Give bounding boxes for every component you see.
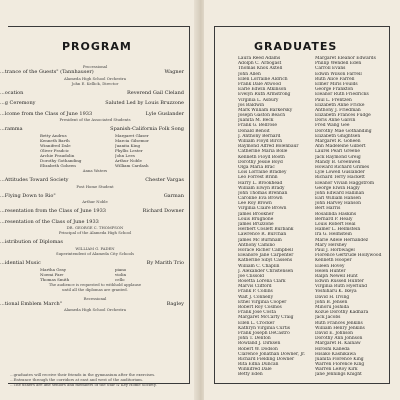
graduate-name: Joseph Gaston Beach (238, 113, 286, 119)
graduate-name: David H. Irving (315, 294, 350, 300)
graduate-name: Horace Richer Campbell (238, 247, 293, 253)
graduate-name: Elizabeth Frances Fudge (315, 113, 371, 119)
graduate-name: Raymond Alfred Bolenbaur (238, 144, 299, 150)
graduate-name: James Mc Burnham (238, 237, 282, 243)
graduate-name: Ira G. Helmstein (315, 232, 352, 238)
graduate-name: Eileen Hovey (315, 263, 345, 269)
graduate-name: Marvis Clifford (238, 284, 272, 290)
graduate-name: Bernard P. Healy (315, 216, 353, 222)
graduate-name: Earl William Hansen (315, 196, 361, 202)
graduate-name: Eleanor Vivian Haggstrom (315, 180, 375, 186)
graduate-name: Betty Eden (238, 372, 263, 378)
graduate-name: John Thomas Brennan (238, 190, 288, 196)
graduate-name: Clarence Jonathan Downer, Jr. (238, 351, 306, 357)
graduate-name: Kathryn Virginia Curtis (238, 325, 291, 331)
graduate-name: Howard Richard Grimes (315, 164, 370, 170)
graduate-name: Carroll Evans (315, 66, 346, 72)
graduate-name: J. Alexander Christensen (238, 268, 294, 274)
graduate-name: Edwin Wilson Farrell (315, 71, 362, 77)
graduates-title: GRADUATES (254, 40, 338, 53)
graduate-name: Frank Jose Costa (238, 310, 276, 316)
program-item-welcome: ...lcome from the Class of June 1933 Lyle Guslander (0, 110, 184, 117)
graduate-name: John Edward Hallinan (315, 190, 365, 196)
program-item-entrance: ...trance of the Guests" (Tannhauser) Wagner (0, 69, 184, 75)
program-footnote: ...graduates will receive their friends in the gymnasium after the exercises. ...Entrance through the corridors at east and west of the auditorium. ...The ushers are line seniors and members of the Star & Key Home Society. (10, 372, 157, 387)
graduate-name: Laura Reed Adams (238, 56, 281, 61)
program-item-presentation: ...resentation from the Class of June 1933 Richard Downer (0, 208, 184, 215)
graduate-name: Ethel Virginia Cooper (238, 299, 287, 305)
graduate-name: James Bruzzone (238, 222, 274, 227)
program-item-invocation: ...ocation Reverend Gail Cleland (0, 89, 184, 96)
graduate-name: John B. Jensen (315, 299, 348, 305)
graduate-name: Margaret Eleanor Edwards (315, 56, 376, 61)
program-list (0, 64, 190, 312)
graduate-name: John Harvey Hanson (315, 201, 361, 207)
graduate-name: Elizabeth Anne Fricke (315, 102, 365, 108)
graduate-name: Jack Jacobs (315, 315, 341, 321)
graduate-name: William C. Chaplin (238, 263, 280, 269)
graduate-name: Elizabeth Gnightsen (315, 133, 361, 139)
graduate-name: Adolph C. Arbogast (238, 61, 282, 67)
graduate-name: Warren Florence King (315, 362, 365, 368)
trio-list: Martha Gray piano Noemi Farr violin Thomas Smith cello (40, 266, 127, 282)
graduate-name: Doris Anne Galvin (315, 118, 356, 124)
graduate-name: Minoru Joshida (315, 305, 350, 310)
graduate-name: Leo Forrest Brinn (238, 175, 278, 181)
graduate-name: Paul J. Horbwagel (315, 247, 355, 253)
graduate-name: Lois Lorraine Bradley (238, 170, 287, 176)
program-item-presentation-class: ...resentation of the Class of June 1933 (0, 218, 99, 225)
processional-heading: Processional (82, 64, 108, 69)
graduate-name: Rowland J. Dirksen (238, 341, 281, 347)
graduate-name: Joe Clissold (238, 273, 264, 279)
graduate-name: Herbert Coslett Burbank (238, 227, 294, 233)
graduate-name: Ann Madeleine Gilbert (315, 144, 366, 150)
graduate-name: Florence Gertrude Hollywood (315, 253, 382, 259)
audience-note-1: The audience is requested to withhold applause (48, 281, 142, 287)
graduate-name: Evelyn Ruth Armstrong (238, 92, 291, 98)
graduate-name: Ellen L. Crocker (238, 320, 275, 326)
graduate-name: Eleanor Ruth Friedricks (315, 92, 369, 98)
graduate-name: J. Anthony Bernard (238, 133, 281, 139)
program-item-dance: ...ramma Spanish-California Folk Song (0, 126, 184, 133)
graduate-name: Ruth Alice Farrell (315, 76, 355, 82)
graduate-name: Rosetta Lorena Clark (238, 279, 286, 285)
program-title: PROGRAM (62, 40, 132, 53)
dancer-list: Betty Andrus Margaret Glaser Kenneth Barth Marcia Gilsemor Winnifred Dale Juanita King Oliver Fradcic Phyllis Lester Archie Fraudolin John Lees Dorothy Gothanding Arthur Noble Elizabeth Goheen William Cardash (40, 132, 149, 168)
principal-name: DR. GEORGE C. THOMPSON (66, 225, 124, 231)
graduate-name: Robert Roy Cosmos (238, 305, 282, 310)
graduate-name: Helen Hunter (315, 268, 346, 274)
graduate-name: Fred Wang Gee (315, 123, 350, 129)
graduate-name: Margaret R. Goheen (315, 139, 361, 144)
attitudes-credit: Post Home Student (76, 183, 114, 189)
graduate-name: Kenneth Hooper (315, 258, 352, 264)
graduate-name: Mandy B. Greenwell (315, 159, 361, 165)
graduate-name: Margaret McCarty Craig (238, 315, 294, 321)
graduate-name: Lawrence R. Burchan (238, 232, 287, 238)
graduate-name: Frank G. Bellrose (238, 123, 278, 129)
graduate-name: Yoshiharu K. Ikeya (315, 289, 357, 295)
graduate-name: Anthony Camino (238, 242, 275, 248)
graduate-name: Elmer Miris Foulds (315, 81, 358, 87)
program-item-attitudes: ...Attitudes Toward Society Chester Vargas (0, 176, 184, 183)
graduate-name: Louis Brugnone (238, 216, 274, 222)
emblem-credit: Alameda High School Orchestra (63, 307, 127, 313)
graduate-name: Marie Adele Hernandez (315, 237, 369, 243)
graduate-name: Anthony J. Friedman (315, 107, 361, 113)
graduate-name: George Frankton (315, 87, 354, 93)
graduate-name: Rosalinda Haskins (315, 211, 357, 217)
graduate-name: Earle Edwin Atkinson (238, 87, 287, 93)
graduate-name: Laurel Pearl Greene (315, 149, 360, 155)
graduate-name: Dorothy Ann Johnson (315, 336, 363, 342)
graduate-name: William Floyd Birch (238, 139, 283, 144)
recessional-heading: Recessional (83, 295, 107, 301)
graduates-list (238, 56, 388, 378)
graduate-name: Rita Edna Duncan (238, 362, 279, 368)
graduate-name: Louis Robert Heal (315, 222, 356, 227)
graduate-name: James Brookner (238, 211, 274, 217)
graduate-name: Eleanore Jane Carpenter (238, 253, 294, 259)
graduate-name: Hisako Kashikawa (315, 351, 356, 357)
graduate-name: Hamer L. Helmstein (315, 227, 361, 233)
flying-credit: Arthur Noble (82, 199, 108, 205)
program-item-diplomas: ...istribution of Diplomas (0, 239, 63, 246)
graduate-name: Frank Joseph DeCastro (238, 330, 290, 336)
graduate-name: Ralph Newell Hunt (315, 273, 358, 279)
graduate-name: John T. Denton (238, 336, 271, 342)
graduate-name: Dorothy Mae Gothanding (315, 128, 372, 134)
graduate-name: Kenneth Floyd Booth (238, 154, 285, 160)
program-item-music: ...idential Music By Marith Trio (0, 259, 184, 266)
graduate-name: Harry L. Brookhead (238, 180, 283, 186)
graduate-name: David E. Johnson (315, 330, 354, 336)
superintendent-name: WILLIAM G. PADEN (75, 245, 115, 251)
graduate-name: Ellen Lorraine Aldrich (238, 76, 288, 82)
graduate-name: Frank Dale Atwood (238, 81, 281, 87)
graduate-name: Juanita M. Beck (238, 118, 274, 124)
graduate-name: Kozue Dorothy Kadhara (315, 310, 369, 316)
graduate-name: Hiroshi Kaneda (315, 346, 350, 352)
graduate-name: Catherine Maria Bolle (238, 149, 288, 155)
graduate-name: Virginia Ruth Hyerlund (315, 284, 368, 290)
graduate-name: Jos Baldwin (238, 102, 265, 108)
graduate-name: Richard Terry Hackett (315, 175, 365, 181)
graduate-name: Lee Roy Brown (238, 201, 272, 207)
graduate-name: Jane Jennings Knight (315, 372, 362, 378)
graduate-name: Walt J. Connelly (238, 294, 274, 300)
graduate-name: Virginia Claire Brown (238, 206, 287, 212)
orchestra-credit: Alameda High School Orchestra (63, 75, 127, 81)
program-item-flying: ...Flying Down to Rio" Garman (0, 192, 184, 199)
audience-note-2: until all the diplomas are granted. (62, 286, 128, 292)
graduate-name: Lyle Lowell Guslander (315, 170, 365, 176)
graduate-name: Olga Maria Brac (238, 164, 275, 170)
welcome-credit: President of the Associated Students (59, 117, 131, 123)
graduate-name: Frank P. Collins (238, 289, 273, 295)
conductor-credit: John E. Kellick, Director (71, 80, 119, 86)
graduate-name: Jack Raymond Greig (315, 154, 361, 160)
graduate-name: William Elwyn Brady (238, 185, 285, 191)
graduate-name: Virginia L. Asbury (238, 97, 279, 103)
graduate-name: Winnifred Dale (238, 367, 272, 373)
dance-accompanist: Anna Waters (82, 167, 108, 173)
graduate-name: Margaret H. Kainaw (315, 341, 361, 347)
graduate-name: Phillip Wendell Eden (315, 61, 362, 67)
graduate-name: Robert W. Dodson (238, 346, 278, 352)
graduate-name: William Henry Jenkins (315, 325, 365, 331)
graduate-name: Paul L. Frentzen (315, 97, 352, 103)
graduate-name: Caroline Eva Brown (238, 196, 283, 202)
graduate-name: Dorothy Jessie Boyd (238, 159, 283, 165)
graduate-name: Thomas Knox Axtell (238, 66, 283, 72)
graduate-name: Mark William Barkersky (238, 107, 293, 113)
principal-title: Principal of the Alameda High School (58, 230, 132, 236)
graduate-name: Mary Hershey (315, 242, 347, 248)
graduate-name: Katherine Sibyl Cassens (238, 258, 293, 264)
program-page (0, 0, 196, 400)
graduate-name: John Allen (238, 71, 261, 77)
graduate-name: Richard Fielding Downer (238, 356, 295, 362)
graduate-name: Bert Harris (315, 206, 341, 212)
program-item-emblem: ...tional Emblem March" Bagley (0, 300, 184, 307)
graduate-name: Juanita Florence King (315, 356, 364, 362)
program-item-ceremony: ...g Ceremony Saluted Led by Louis Bruzzone (0, 100, 184, 107)
superintendent-title: Superintendent of Alameda City Schools (55, 250, 135, 256)
graduates-page (204, 0, 400, 400)
graduate-name: Warren LeRoy Kirk (315, 367, 358, 373)
graduate-name: Donald Benoit (238, 128, 270, 134)
graduate-name: Ruth Frances Jenkins (315, 320, 363, 326)
graduate-name: George Elwin Hagly (315, 185, 360, 191)
graduate-name: Edwin Russell Hunter (315, 279, 364, 285)
